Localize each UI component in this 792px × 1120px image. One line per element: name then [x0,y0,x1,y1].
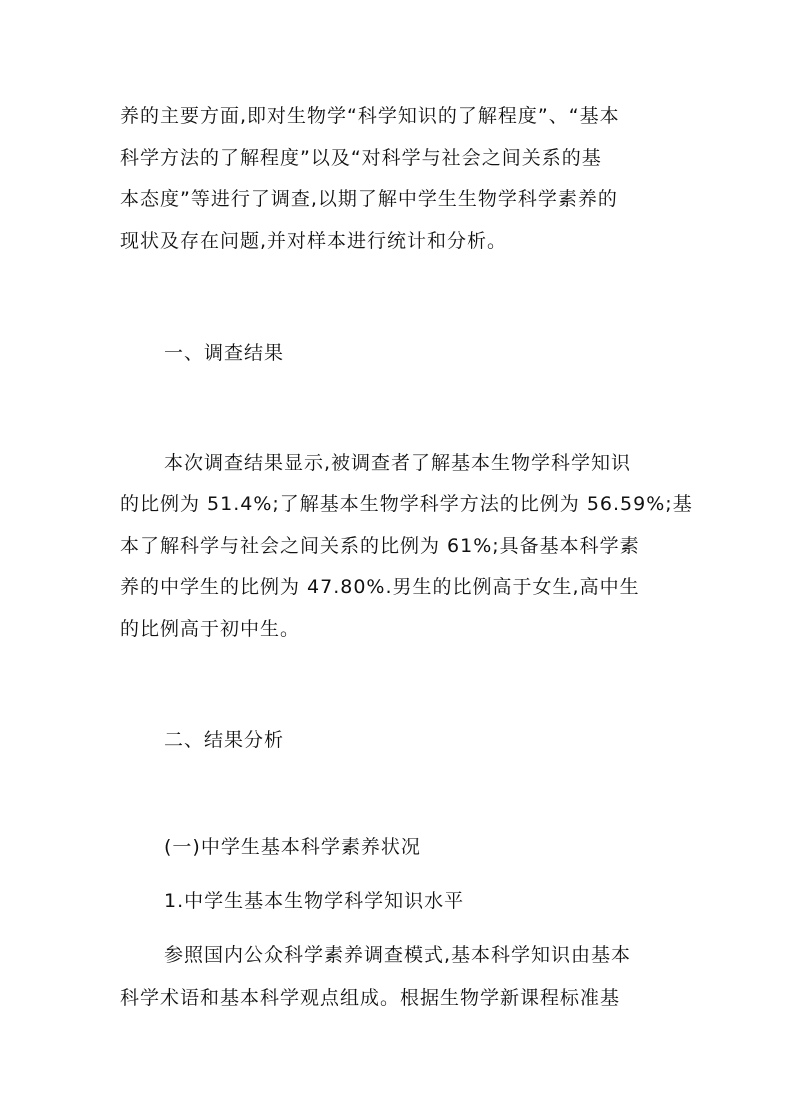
section1-heading: 一、调查结果 [164,342,285,364]
section1-line-4: 养的中学生的比例为 47.80%.男生的比例高于女生,高中生 [120,576,640,598]
section2-subheading: (一)中学生基本科学素养状况 [164,836,421,858]
section2-heading: 二、结果分析 [164,729,285,751]
section1-line-2: 的比例为 51.4%;了解基本生物学科学方法的比例为 56.59%;基 [120,493,693,515]
section2-line-2: 科学术语和基本科学观点组成。根据生物学新课程标准基 [120,987,621,1009]
section1-line-3: 本了解科学与社会之间关系的比例为 61%;具备基本科学素 [120,535,640,557]
section2-item-heading: 1.中学生基本生物学科学知识水平 [164,890,465,912]
intro-line-3: 本态度”等进行了调查,以期了解中学生生物学科学素养的 [120,188,618,210]
section1-line-5: 的比例高于初中生。 [120,618,301,640]
intro-line-1: 养的主要方面,即对生物学“科学知识的了解程度”、“基本 [120,105,620,127]
section1-line-1: 本次调查结果显示,被调查者了解基本生物学科学知识 [164,452,632,474]
section2-line-1: 参照国内公众科学素养调查模式,基本科学知识由基本 [164,944,632,966]
intro-line-2: 科学方法的了解程度”以及“对科学与社会之间关系的基 [120,147,602,169]
intro-line-4: 现状及存在问题,并对样本进行统计和分析。 [120,230,508,252]
